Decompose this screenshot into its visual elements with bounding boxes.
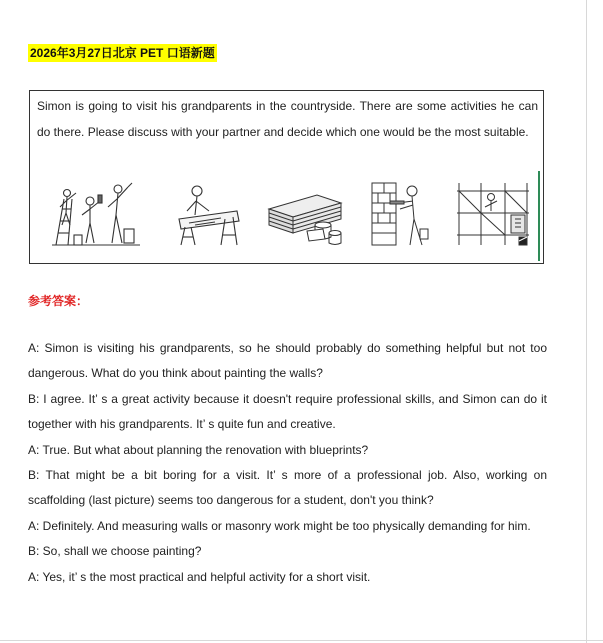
measuring-walls-illustration xyxy=(370,181,432,247)
answer-label: 参考答案： xyxy=(28,294,89,308)
page-edge-right xyxy=(586,0,587,643)
dialogue-line: B: That might be a bit boring for a visit. It’ s more of a professional job. Also, working on scaffolding (last picture) seems too dangerous for a student, don't you think? xyxy=(28,468,547,508)
page-title: 2026年3月27日北京 PET 口语新题 xyxy=(30,46,215,60)
building-materials-illustration xyxy=(265,181,345,247)
dialogue xyxy=(28,336,547,590)
page-edge-bottom xyxy=(0,640,603,641)
dialogue-line: A: True. But what about planning the renovation with blueprints? xyxy=(28,442,369,457)
dialogue-line: B: So, shall we choose painting? xyxy=(28,544,202,559)
scaffolding-illustration xyxy=(455,181,531,247)
dialogue-line: B: I agree. It’ s a great activity because it doesn't require professional skills, and Simon can do it together with his grandparents. It’ s quite fun and creative. xyxy=(28,391,547,432)
blueprints-illustration xyxy=(175,181,241,247)
dialogue-line: A: Yes, it’ s the most practical and helpful activity for a short visit. xyxy=(28,569,371,584)
dialogue-line: A: Simon is visiting his grandparents, so he should probably do something helpful but not too dangerous. What do you think about painting the walls? xyxy=(28,341,547,381)
task-prompt: Simon is going to visit his grandparents in the countryside. There are some activities he can do there. Please discuss with your partner and decide which one would be the most suitable. xyxy=(37,99,538,139)
painting-walls-illustration xyxy=(50,181,142,247)
task-box xyxy=(29,90,544,264)
dialogue-line: A: Definitely. And measuring walls or masonry work might be too physically demanding for him. xyxy=(28,518,531,533)
divider-line xyxy=(538,171,540,261)
